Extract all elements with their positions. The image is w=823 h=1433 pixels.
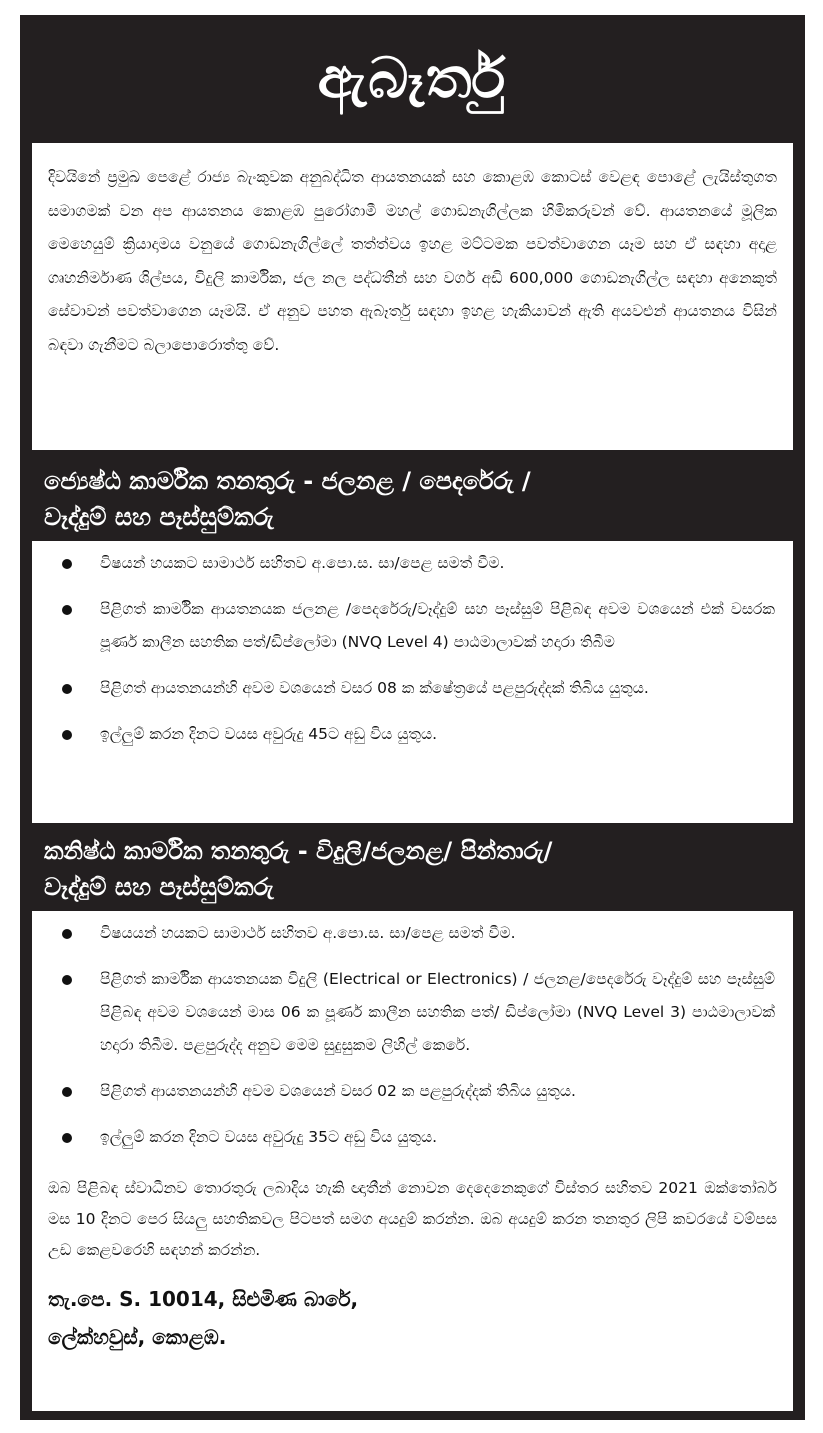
- address-line: තැ.පෙ. S. 10014, සිළුමිණ බාරේ,: [48, 1287, 359, 1311]
- list-item: [62, 718, 775, 751]
- list-item: [62, 917, 775, 950]
- requirement-text: පිළිගත් ආයතනයන්හි අවම වශයෙන් වසර 02 ක පළපුරුද්දක් තිබිය යුතුය.: [100, 1082, 576, 1100]
- bullet-icon: [62, 684, 72, 694]
- list-item: [62, 672, 775, 705]
- requirement-text: ඉල්ලුම් කරන දිනට වයස අවුරුදු 45ට අඩු විය යුතුය.: [100, 725, 438, 743]
- requirement-text: විෂයන් හයකට සාමාර්ථ සහිතව අ.පො.ස. සා/පෙළ සමත් වීම.: [100, 554, 505, 572]
- bullet-icon: [62, 559, 72, 569]
- list-item: [62, 963, 775, 1062]
- application-instructions: ඔබ පිළිබඳ ස්වාධීනව තොරතුරු ලබාදිය හැකි ඥාතීන් නොවන දෙදෙනෙකුගේ විස්තර සහිතව 2021 ඔක්තෝබර් මස 10 දිනට පෙර සියලු සහතිකවල පිටපත් සමග අයදුම් කරන්න. ඔබ අයදුම් කරන තනතුර ලිපි කවරයේ වම්පස උඩ කෙළවරෙහි සඳහන් කරන්න.: [48, 1179, 777, 1259]
- requirements-list: [32, 917, 793, 1154]
- list-item: [62, 547, 775, 580]
- intro-panel: [32, 143, 793, 450]
- title-band: [20, 15, 805, 143]
- section-heading-line: වෑද්දුම් සහ පෑස්සුම්කරු: [44, 873, 274, 901]
- requirements-panel-junior: [32, 911, 793, 1411]
- section-heading-line: වෑද්දුම් සහ පෑස්සුම්කරු: [44, 503, 274, 531]
- advertisement-frame: [20, 15, 805, 1420]
- bullet-icon: [62, 605, 72, 615]
- bullet-icon: [62, 975, 72, 985]
- requirement-text: පිළිගත් කාර්මික ආයතනයක විදුලි (Electrical or Electronics) / ජලනළ/පෙදරේරු වෑද්දුම් සහ පෑස්සුම් පිළිබඳ අවම වශයෙන් මාස 06 ක පූර්ණ කාලීන සහතික පත්/ ඩිප්ලෝමා (NVQ Level 3) පාඨමාලාවක් හදාරා තිබීම. පළපුරුද්ද අනුව මෙම සුදුසුකම ලිහිල් කෙරේ.: [100, 970, 775, 1054]
- requirement-text: පිළිගත් කාර්මික ආයතනයක ජලනළ /පෙදරේරු/වෑද්දුම් සහ පෑස්සුම් පිළිබඳ අවම වශයෙන් එක් වසරක පූර්ණ කාලීන සහතික පත්/ඩිප්ලෝමා (NVQ Level 4) පාඨමාලාවක් හදාරා තිබීම: [100, 600, 775, 651]
- requirements-panel-senior: [32, 541, 793, 823]
- list-item: [62, 593, 775, 659]
- requirement-text: පිළිගත් ආයතනයන්හි අවම වශයෙන් වසර 08 ක ක්ෂේත්‍රයේ පළපුරුද්දක් තිබිය යුතුය.: [100, 679, 649, 697]
- bullet-icon: [62, 1087, 72, 1097]
- address-line: ලේක්හවුස්, කොළඹ.: [48, 1325, 227, 1349]
- bullet-icon: [62, 929, 72, 939]
- section-heading-line: ජ්‍යෙෂ්ඨ කාර්මික තනතුරු - ජලනළ / පෙදරේරු /: [44, 467, 531, 495]
- postal-address: [32, 1280, 793, 1356]
- intro-paragraph: දිවයිනේ ප්‍රමුඛ පෙළේ රාජ්‍ය බැංකුවක අනුබද්ධිත ආයතනයක් සහ කොළඹ කොටස් වෙළඳ පොළේ ලැයිස්තුගත සමාගමක් වන අප ආයතනය කොළඹ පුරෝගාමී මහල් ගොඩනැගිල්ලක හිමිකරුවන් වේ. ආයතනයේ මූලික මෙහෙයුම් ක්‍රියාදාමය වනුයේ ගොඩනැගිල්ලේ තත්ත්වය ඉහළ මට්ටමක පවත්වාගෙන යෑම සහ ඒ සඳහා අදාළ ගෘහනිර්මාණ ශිල්පය, විදුලි කාර්මික, ජල නල පද්ධතීන් සහ වර්ග අඩි 600,000 ගොඩනැගිල්ල සඳහා අනෙකුත් සේවාවන් පවත්වාගෙන යෑමයි. ඒ අනුව පහත ඇබෑර්තු සඳහා ඉහළ හැකියාවන් ඇති අයවළුන් ආයතනය විසින් බඳවා ගැනීමට බලාපොරොත්තු වේ.: [48, 168, 777, 354]
- list-item: [62, 1121, 775, 1154]
- requirement-text: ඉල්ලුම් කරන දිනට වයස අවුරුදු 35ට අඩු විය යුතුය.: [100, 1128, 438, 1146]
- section-heading-junior: [20, 823, 805, 911]
- list-item: [62, 1075, 775, 1108]
- bullet-icon: [62, 1133, 72, 1143]
- section-heading-senior: [20, 453, 805, 541]
- bullet-icon: [62, 730, 72, 740]
- page-title: ඇබෑර්තු: [317, 46, 508, 111]
- requirement-text: විෂයයන් හයකට සාමාර්ථ සහිතව අ.පො.ස. සා/පෙළ සමත් වීම.: [100, 924, 516, 942]
- requirements-list: [32, 547, 793, 751]
- section-heading-line: කනිෂ්ඨ කාර්මික තනතුරු - විදුලි/ජලනළ/ පින්තාරු/: [44, 837, 553, 865]
